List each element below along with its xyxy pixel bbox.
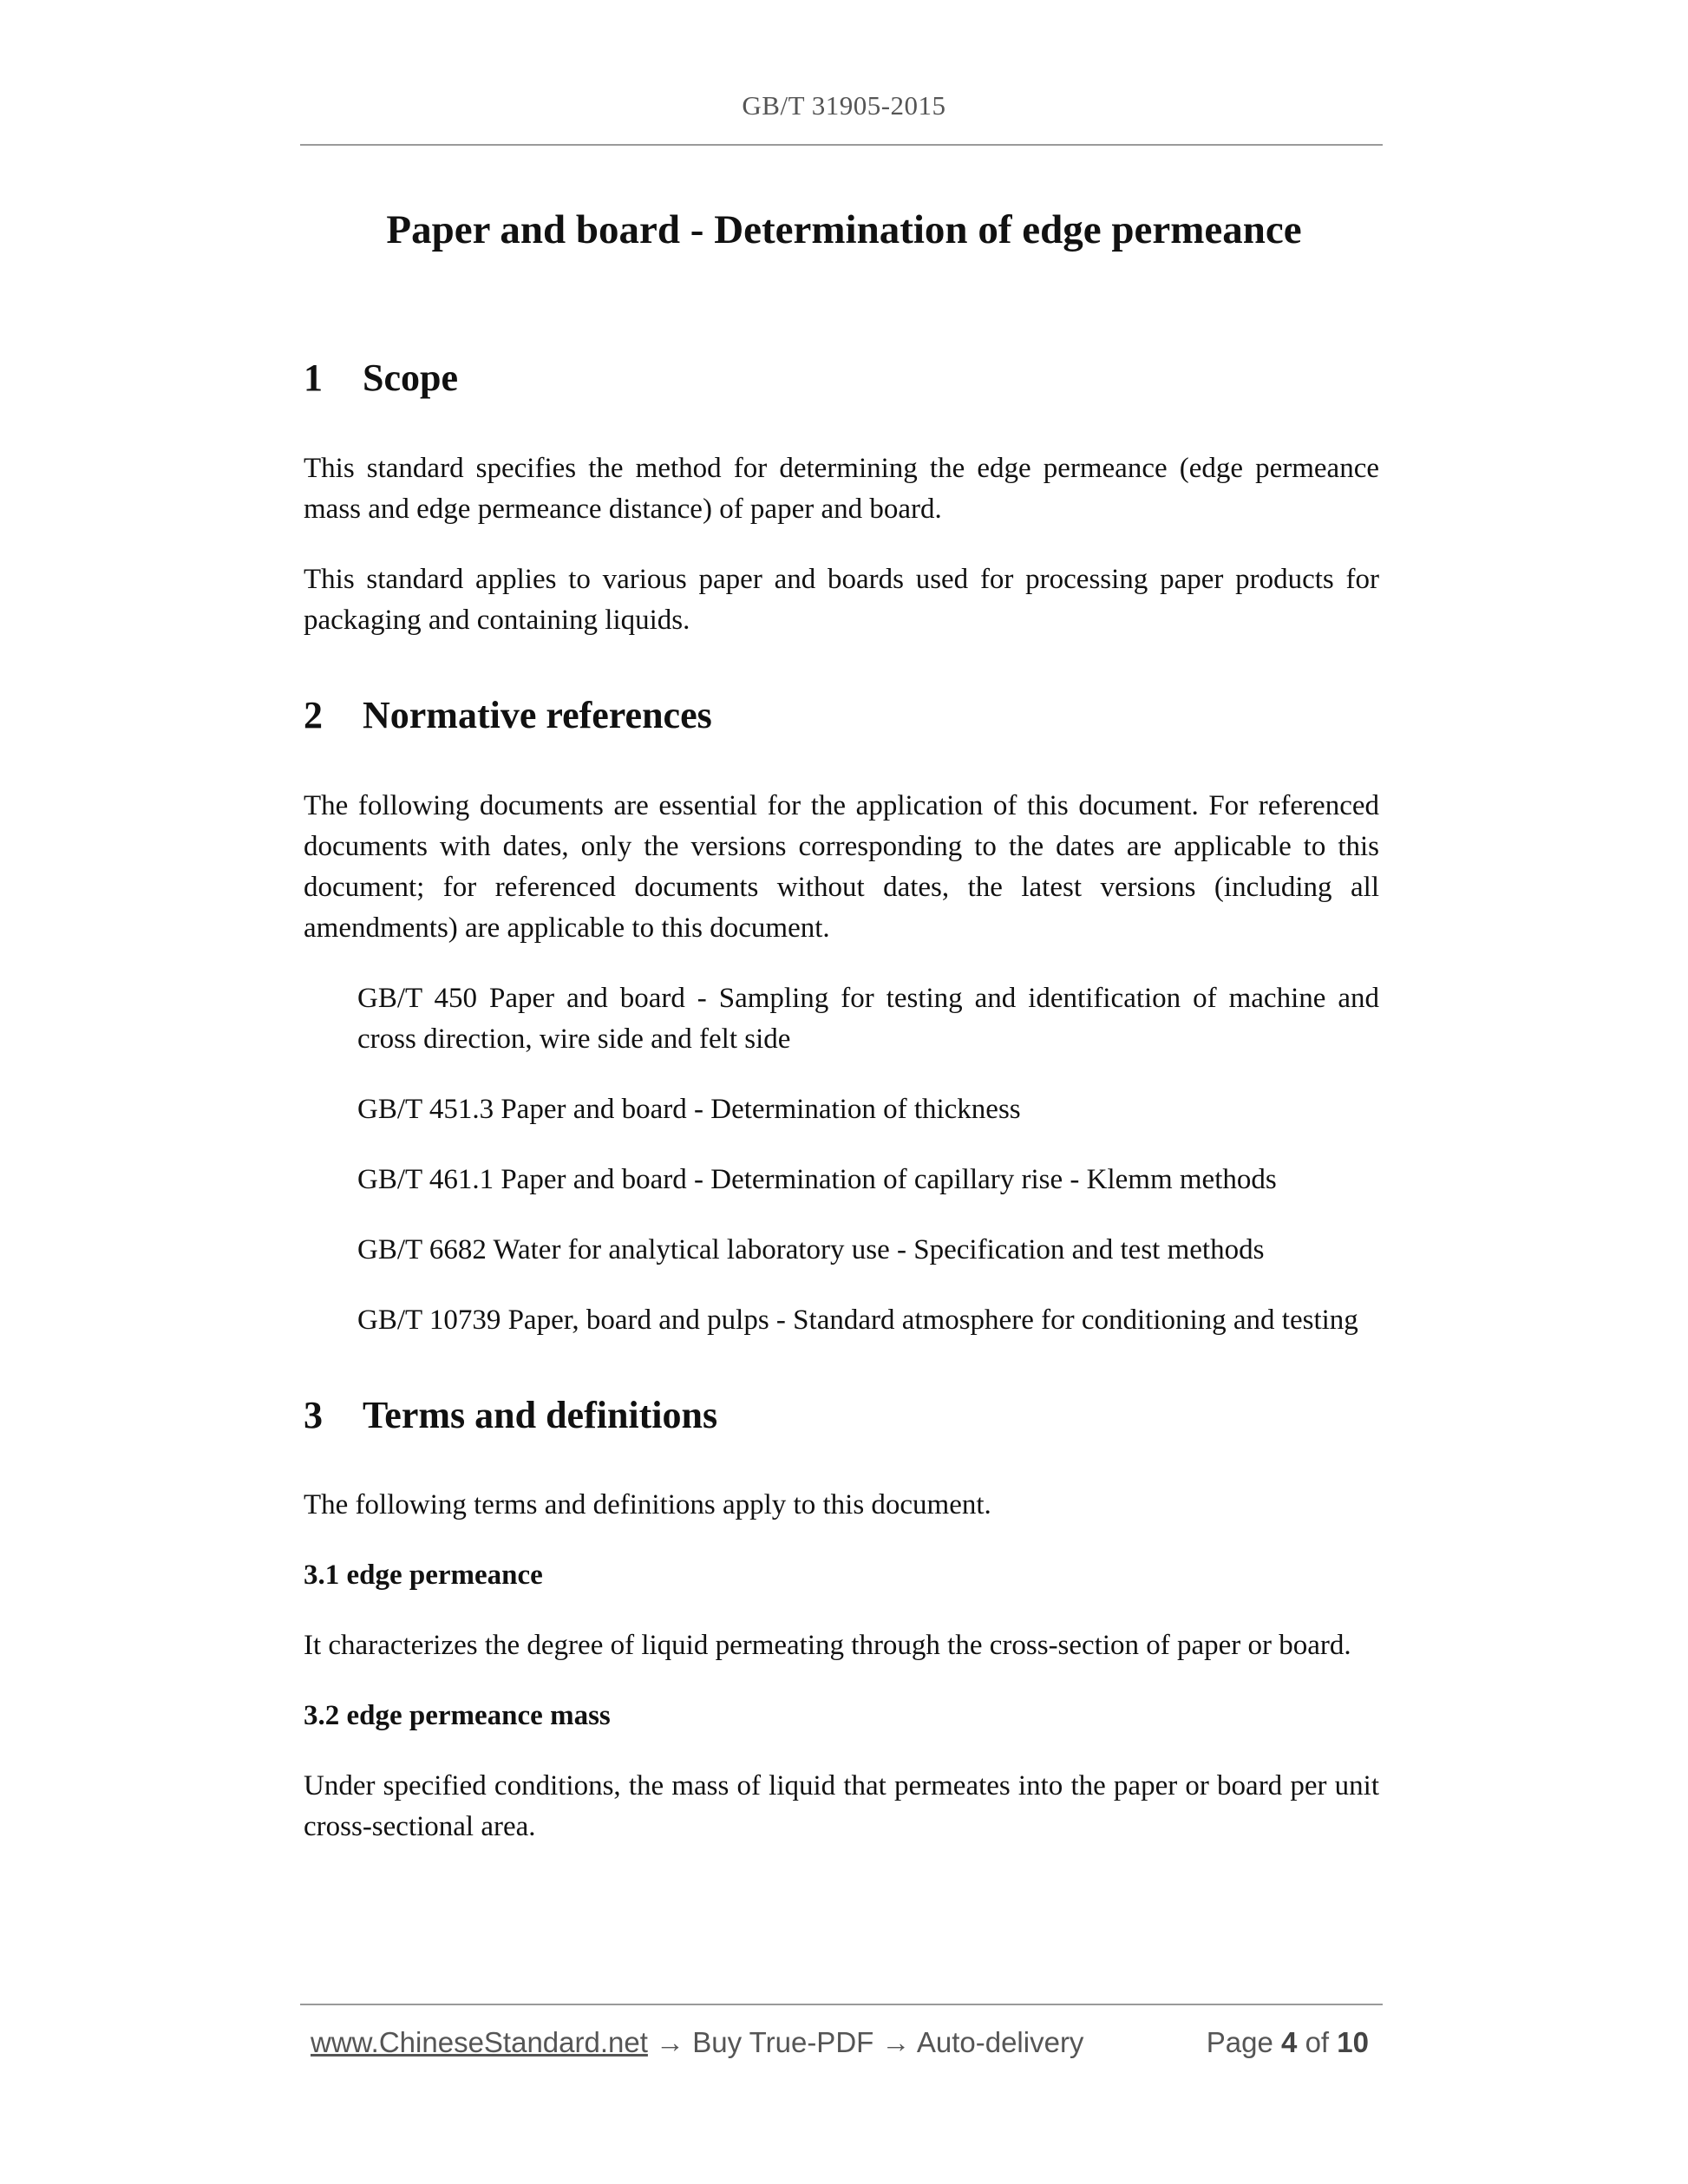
term-definition: Under specified conditions, the mass of liquid that permeates into the paper or board per unit cross-sectional area. bbox=[304, 1770, 1379, 1843]
page-footer bbox=[311, 2026, 1369, 2059]
buy-true-pdf-link[interactable]: Buy True-PDF bbox=[692, 2026, 874, 2058]
page-total: 10 bbox=[1337, 2026, 1369, 2058]
arrow-right-icon: → bbox=[881, 2026, 911, 2058]
document-title: Paper and board - Determination of edge permeance bbox=[386, 207, 1302, 252]
reference-item: GB/T 10739 Paper, board and pulps - Standard atmosphere for conditioning and testing bbox=[357, 1304, 1358, 1336]
reference-item: GB/T 451.3 Paper and board - Determination of thickness bbox=[357, 1093, 1021, 1125]
term-definition: It characterizes the degree of liquid permeating through the cross-section of paper or board. bbox=[304, 1630, 1351, 1662]
section-number: 3 bbox=[304, 1393, 323, 1436]
section-title: Normative references bbox=[363, 693, 712, 736]
section-heading-scope bbox=[304, 356, 1379, 402]
section-heading-normative-references bbox=[304, 693, 1379, 739]
scope-paragraph: This standard applies to various paper and boards used for processing paper products for packaging and containing liquids. bbox=[304, 563, 1379, 636]
terms-intro: The following terms and definitions apply to this document. bbox=[304, 1489, 991, 1521]
page-of: of bbox=[1305, 2026, 1330, 2058]
term-heading: 3.2 edge permeance mass bbox=[304, 1700, 611, 1732]
scope-paragraph: This standard specifies the method for determining the edge permeance (edge permeance mass and edge permeance distance) of paper and board. bbox=[304, 452, 1379, 525]
reference-item: GB/T 6682 Water for analytical laboratory use - Specification and test methods bbox=[357, 1233, 1265, 1265]
page-indicator bbox=[1207, 2026, 1369, 2059]
header-divider bbox=[300, 144, 1383, 146]
section-number: 2 bbox=[304, 693, 323, 736]
document-body bbox=[304, 356, 1379, 1847]
page-current: 4 bbox=[1281, 2026, 1298, 2058]
section-title: Scope bbox=[363, 356, 458, 399]
section-heading-terms-and-definitions bbox=[304, 1393, 1379, 1439]
footer-divider bbox=[300, 2004, 1383, 2005]
reference-item: GB/T 450 Paper and board - Sampling for testing and identification of machine and cross direction, wire side and felt side bbox=[357, 982, 1379, 1055]
section-title: Terms and definitions bbox=[363, 1393, 718, 1436]
website-link[interactable]: www.ChineseStandard.net bbox=[311, 2026, 648, 2058]
document-code-header: GB/T 31905-2015 bbox=[742, 90, 946, 121]
reference-item: GB/T 461.1 Paper and board - Determination of capillary rise - Klemm methods bbox=[357, 1163, 1277, 1195]
page-label: Page bbox=[1206, 2026, 1273, 2058]
auto-delivery-label: Auto-delivery bbox=[916, 2026, 1084, 2058]
section-number: 1 bbox=[304, 356, 323, 399]
arrow-right-icon: → bbox=[656, 2026, 685, 2058]
normative-intro: The following documents are essential for the application of this document. For referenced documents with dates, only the versions corresponding to the dates are applicable to this document; for referenced documents without dates, the latest versions (including all amendments) are applicable to this document. bbox=[304, 789, 1379, 944]
term-heading: 3.1 edge permeance bbox=[304, 1560, 543, 1592]
